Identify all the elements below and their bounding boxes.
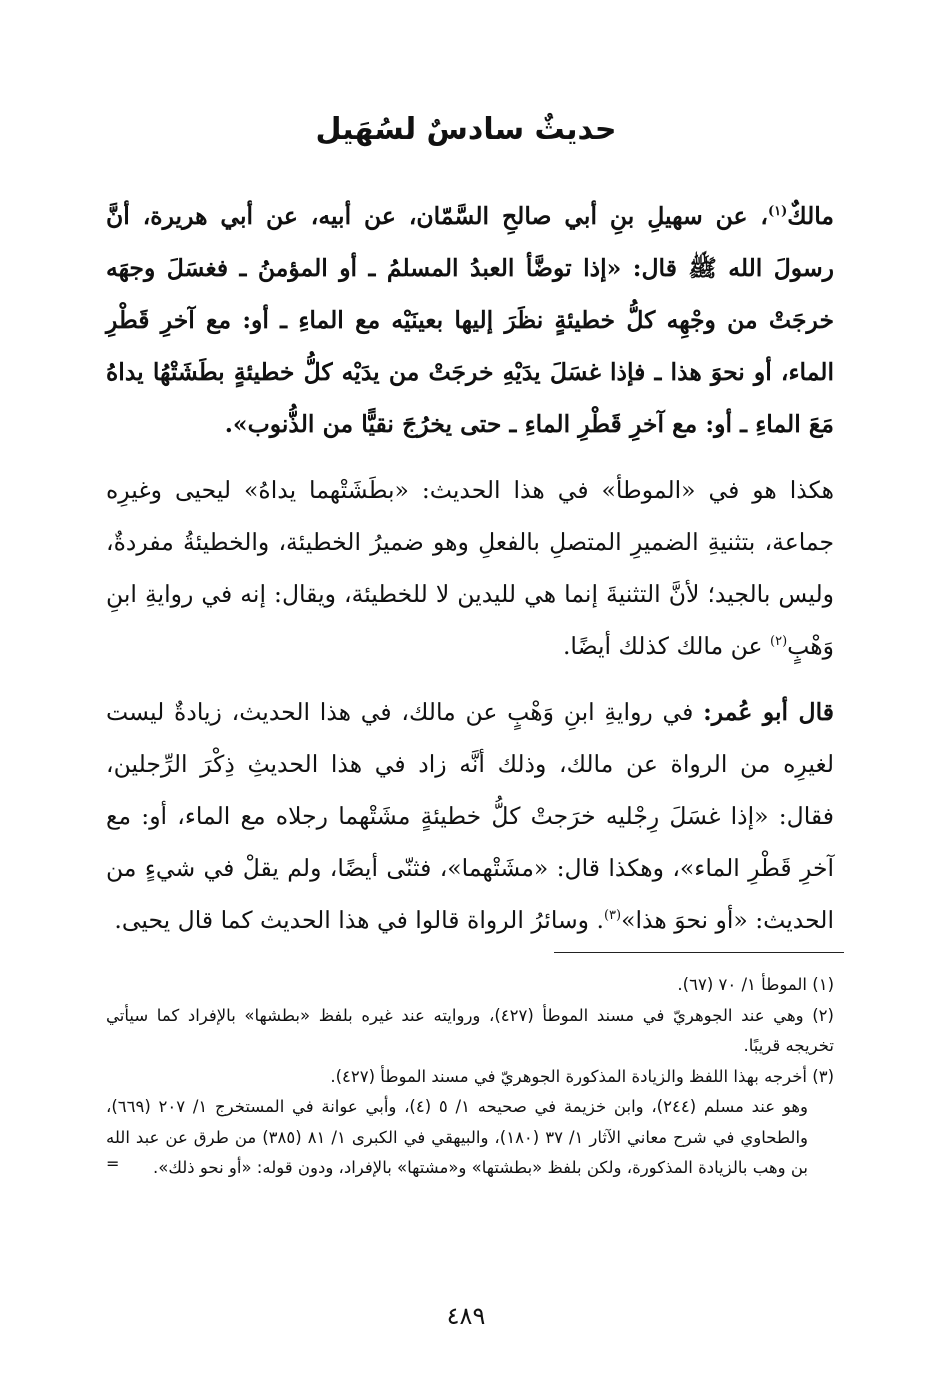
hadith-text: ، عن سهيلِ بنِ أبي صالحِ السَّمّان، عن أبيه، عن أبي هريرة، أنَّ رسولَ الله ﷺ قال: «إذا توضَّأ العبدُ المسلمُ ـ أو المؤمنُ ـ فغسَلَ وجهَه خرجَتْ من وجْهِه كلُّ خطيئةٍ نظَرَ إليها بعينَيْه مع الماءِ ـ أو: مع آخرِ قَطْرِ الماء، أو نحوَ هذا ـ فإذا غسَلَ يدَيْهِ خرجَتْ من يدَيْه كلُّ خطيئةٍ بطَشَتْهُا يداهُ مَعَ الماءِ ـ أو: مع آخرِ قَطْرِ الماءِ ـ حتى يخرُجَ نقيًّا من الذُّنوب».: [106, 202, 834, 438]
page-number: ٤٨٩: [446, 1302, 486, 1330]
footnote-marker-2[interactable]: (٢): [770, 634, 788, 650]
abu-umar-paragraph: [106, 686, 834, 946]
commentary-text-end: عن مالك كذلك أيضًا.: [562, 632, 771, 660]
abu-umar-text: في روايةِ ابنِ وَهْبٍ عن مالك، في هذا الحديث، زيادةٌ ليست لغيرِه من الرواة عن مالك، وذلك أنَّه زاد في هذا الحديثِ ذِكْرَ الرِّجلين، فقال: «إذا غسَلَ رِجْليه خرَجتْ كلُّ خطيئةٍ مشَتْهما رجلاه مع الماء، أو: مع آخرِ قَطْرِ الماء»، وهكذا قال: «مشَتْهما»، فثنّى أيضًا، ولم يقلْ في شيءٍ من الحديث: «أو نحوَ هذا»: [106, 698, 834, 934]
abu-umar-lead: قال أبو عُمر:: [703, 698, 834, 726]
footnotes-section: [106, 970, 834, 1184]
chapter-title: حديثٌ سادسٌ لسُهَيل: [315, 112, 617, 147]
footnote-1: (١) الموطأ ١/ ٧٠ (٦٧).: [677, 975, 834, 994]
commentary-text: هكذا هو في «الموطأ» في هذا الحديث: «بطَشَتْهما يداهُ» ليحيى وغيرِه جماعة، بتثنيةِ الضميرِ المتصلِ بالفعلِ وهو ضميرُ الخطيئة، والخطيئةُ مفردةٌ، وليس بالجيد؛ لأنَّ التثنيةَ إنما هي لليدين لا للخطيئة، ويقال: إنه في روايةِ ابنِ وَهْبٍ: [106, 476, 834, 660]
continuation-mark: =: [106, 1154, 120, 1173]
hadith-paragraph: [106, 190, 834, 450]
commentary-paragraph: [106, 464, 834, 672]
footnote-2: (٢) وهي عند الجوهريّ في مسند الموطأ (٤٢٧)، وروايته عند غيره بلفظ «بطشها» بالإفراد كما سيأتي تخريجه قريبًا.: [106, 1005, 834, 1055]
footnote-marker-3[interactable]: (٣): [603, 908, 622, 924]
footnote-marker-1[interactable]: (١): [767, 204, 788, 220]
footnote-3: (٣) أخرجه بهذا اللفظ والزيادة المذكورة الجوهريّ في مسند الموطأ (٤٢٧).: [330, 1066, 834, 1086]
footnote-3-continuation: وهو عند مسلم (٢٤٤)، وابن خزيمة في صحيحه ١/ ٥ (٤)، وأبي عوانة في المستخرج ١/ ٢٠٧ (٦٦٩)، والطحاوي في شرح معاني الآثار ١/ ٣٧ (١٨٠)، والبيهقي في الكبرى ١/ ٨١ (٣٨٥) من طرق عن عبد الله بن وهب بالزيادة المذكورة، ولكن بلفظ «بطشتها» و«مشتها» بالإفراد، ودون قوله: «أو نحو ذلك».: [106, 1097, 809, 1177]
footnote-separator: [554, 952, 844, 953]
main-text: [106, 190, 834, 960]
narrator-name: مالكٌ: [787, 202, 834, 230]
abu-umar-text-end: . وسائرُ الرواة قالوا في هذا الحديث كما قال يحيى.: [114, 906, 604, 934]
